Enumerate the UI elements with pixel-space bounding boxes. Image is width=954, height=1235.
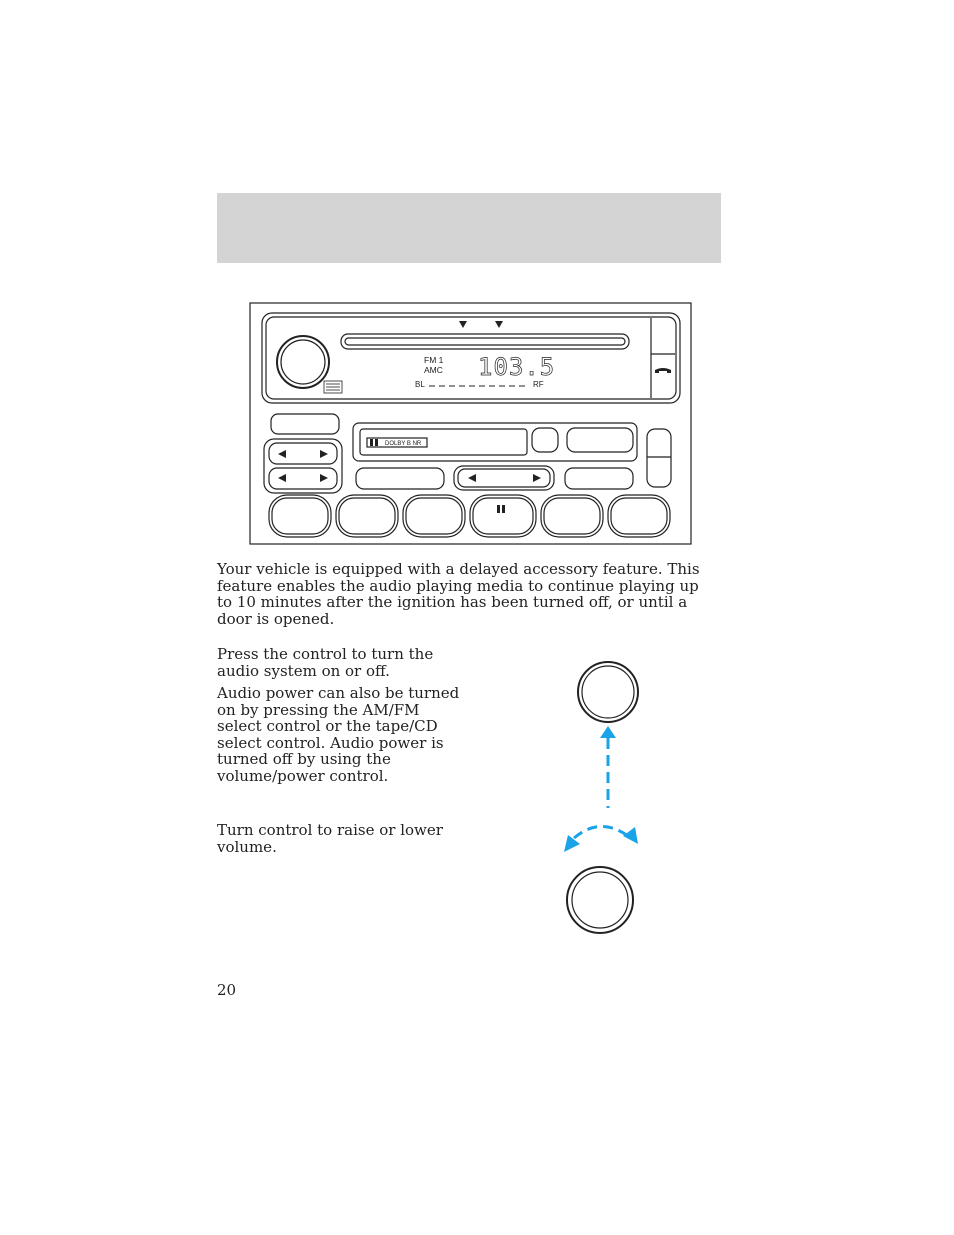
tune-left-icon bbox=[278, 474, 286, 482]
volume-power-knob-illustration bbox=[558, 656, 654, 936]
radio-faceplate-illustration bbox=[249, 302, 692, 545]
page-number: 20 bbox=[217, 981, 237, 999]
volume-knob bbox=[567, 867, 633, 933]
fast-forward-icon bbox=[533, 474, 541, 482]
band-indicator: FM 1 bbox=[424, 355, 444, 365]
press-arrow-icon bbox=[600, 726, 616, 738]
rewind-icon bbox=[468, 474, 476, 482]
power-alternate-paragraph: Audio power can also be turned on by pressing the AM/FM select control or the tape/CD select control. Audio power is turned off by using the volume/power control. bbox=[217, 684, 460, 785]
phone-icon bbox=[655, 368, 671, 373]
balance-left-label: BL bbox=[415, 380, 425, 389]
frequency-readout: 103.5 bbox=[478, 353, 556, 381]
balance-right-label: RF bbox=[533, 380, 544, 389]
slot-marker-left-icon bbox=[459, 321, 467, 328]
amc-indicator: AMC bbox=[424, 365, 443, 375]
volume-control-paragraph: Turn control to raise or lower volume. bbox=[217, 821, 443, 856]
section-header-band bbox=[217, 193, 721, 263]
rotate-arrow-path bbox=[574, 826, 628, 838]
power-knob bbox=[578, 662, 638, 722]
rotate-left-arrow-icon bbox=[564, 835, 580, 852]
slot-marker-right-icon bbox=[495, 321, 503, 328]
delayed-accessory-paragraph: Your vehicle is equipped with a delayed accessory feature. This feature enables the audio playing media to continue playing up to 10 minutes after the ignition has been turned off, or until a door is opened. bbox=[217, 560, 700, 628]
seek-left-icon bbox=[278, 450, 286, 458]
dolby-label: DOLBY B NR bbox=[385, 441, 422, 447]
seek-right-icon bbox=[320, 450, 328, 458]
power-control-paragraph: Press the control to turn the audio system on or off. bbox=[217, 645, 434, 680]
compact-disc-logo bbox=[324, 381, 342, 393]
rotate-right-arrow-icon bbox=[623, 827, 638, 844]
tune-right-icon bbox=[320, 474, 328, 482]
